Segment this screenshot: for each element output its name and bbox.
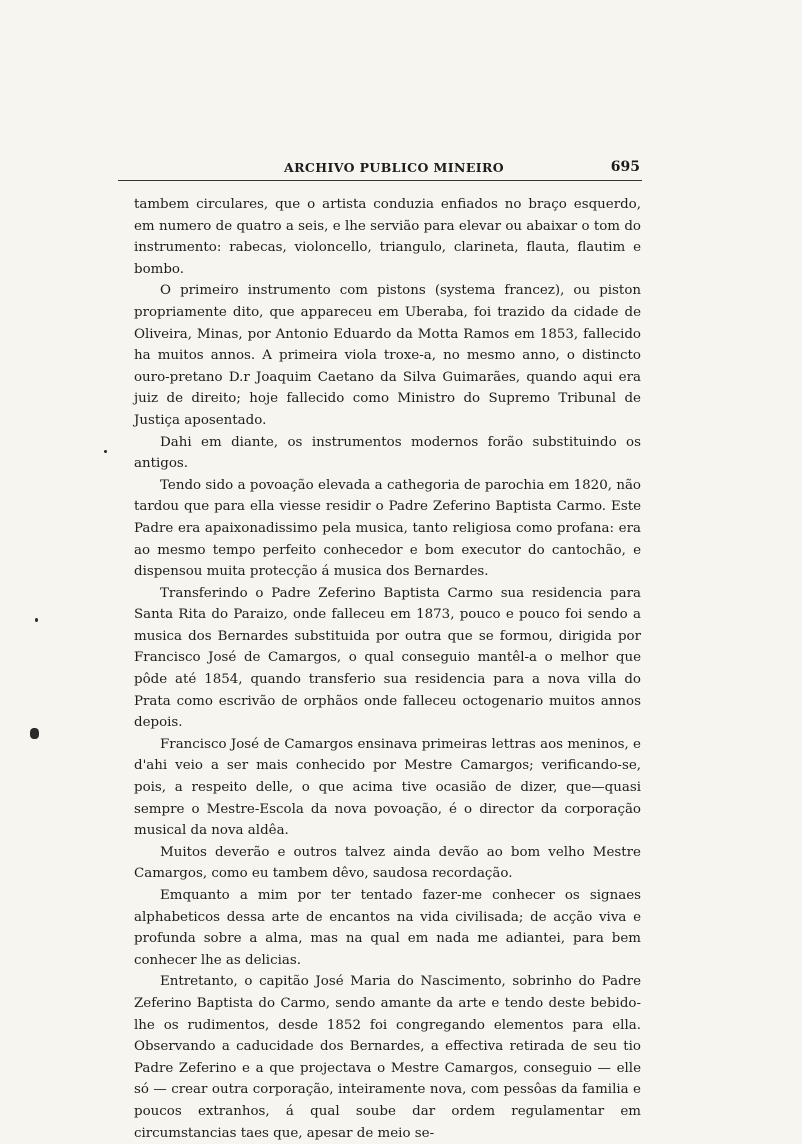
paragraph-3: Dahi em diante, os instrumentos modernos forão substituindo os antigos. — [134, 434, 641, 472]
header-title: ARCHIVO PUBLICO MINEIRO — [284, 160, 505, 175]
paragraph-5: Transferindo o Padre Zeferino Baptista Carmo sua residencia para Santa Rita do Paraizo, onde falleceu em 1873, pouco e pouco foi sendo a musica dos Bernardes substituida por outra que se formou, dirigida por Francisco José de Camargos, o qual conseguio mantêl-a o melhor que pôde até 1854, quando transferio sua residencia para a nova villa do Prata como escrivão de orphãos onde falleceu octogenario muitos annos depois. — [134, 585, 641, 731]
paragraph-1: tambem circulares, que o artista conduzia enfiados no braço esquerdo, em numero de quatro a seis, e lhe servião para elevar ou abaixar o tom do instrumento: rabecas, violoncello, triangulo, clarineta, flauta, flautim e bombo. — [134, 197, 641, 277]
paragraph-9: Entretanto, o capitão José Maria do Nascimento, sobrinho do Padre Zeferino Baptista do Carmo, sendo amante da arte e tendo deste bebido-lhe os rudimentos, desde 1852 foi congregando elementos para ella. Observando a caducidade dos Bernardes, a effectiva retirada de seu tio Padre Zeferino e a que projectava o Mestre Camargos, conseguio — elle só — crear outra corporação, inteiramente nova, com pessôas da familia e poucos extranhos, á qual soube dar ordem regulamentar em circumstancias taes que, apesar de meio se- — [134, 974, 641, 1141]
header-rule — [118, 180, 642, 181]
running-header — [134, 160, 640, 182]
paragraph-6: Francisco José de Camargos ensinava primeiras lettras aos meninos, e d'ahi veio a ser mais conhecido por Mestre Camargos; verificando-se, pois, a respeito delle, o que acima tive ocasião de dizer, que—quasi sempre o Mestre-Escola da nova povoação, é o director da corporação musical da nova aldêa. — [134, 736, 641, 839]
paragraph-4: Tendo sido a povoação elevada a cathegoria de parochia em 1820, não tardou que para ella viesse residir o Padre Zeferino Baptista Carmo. Este Padre era apaixonadissimo pela musica, tanto religiosa como profana: era ao mesmo tempo perfeito conhecedor e bom executor do cantochão, e dispensou muita protecção á musica dos Bernardes. — [134, 477, 641, 580]
paragraph-7: Muitos deverão e outros talvez ainda devão ao bom velho Mestre Camargos, como eu tambem dêvo, saudosa recordação. — [134, 844, 641, 882]
body-text — [134, 194, 641, 1144]
margin-mark — [35, 618, 38, 622]
page-number: 695 — [610, 159, 640, 175]
paragraph-8: Emquanto a mim por ter tentado fazer-me conhecer os signaes alphabeticos dessa arte de encantos na vida civilisada; de acção viva e profunda sobre a alma, mas na qual em nada me adiantei, para bem conhecer lhe as delicias. — [134, 888, 641, 968]
paragraph-2: O primeiro instrumento com pistons (systema francez), ou piston propriamente dito, que appareceu em Uberaba, foi trazido da cidade de Oliveira, Minas, por Antonio Eduardo da Motta Ramos em 1853, fallecido ha muitos annos. A primeira viola troxe-a, no mesmo anno, o distincto ouro-pretano D.r Joaquim Caetano da Silva Guimarães, quando aqui era juiz de direito; hoje fallecido como Ministro do Supremo Tribunal de Justiça aposentado. — [134, 283, 641, 428]
margin-blot — [30, 728, 39, 739]
margin-mark — [104, 450, 107, 453]
